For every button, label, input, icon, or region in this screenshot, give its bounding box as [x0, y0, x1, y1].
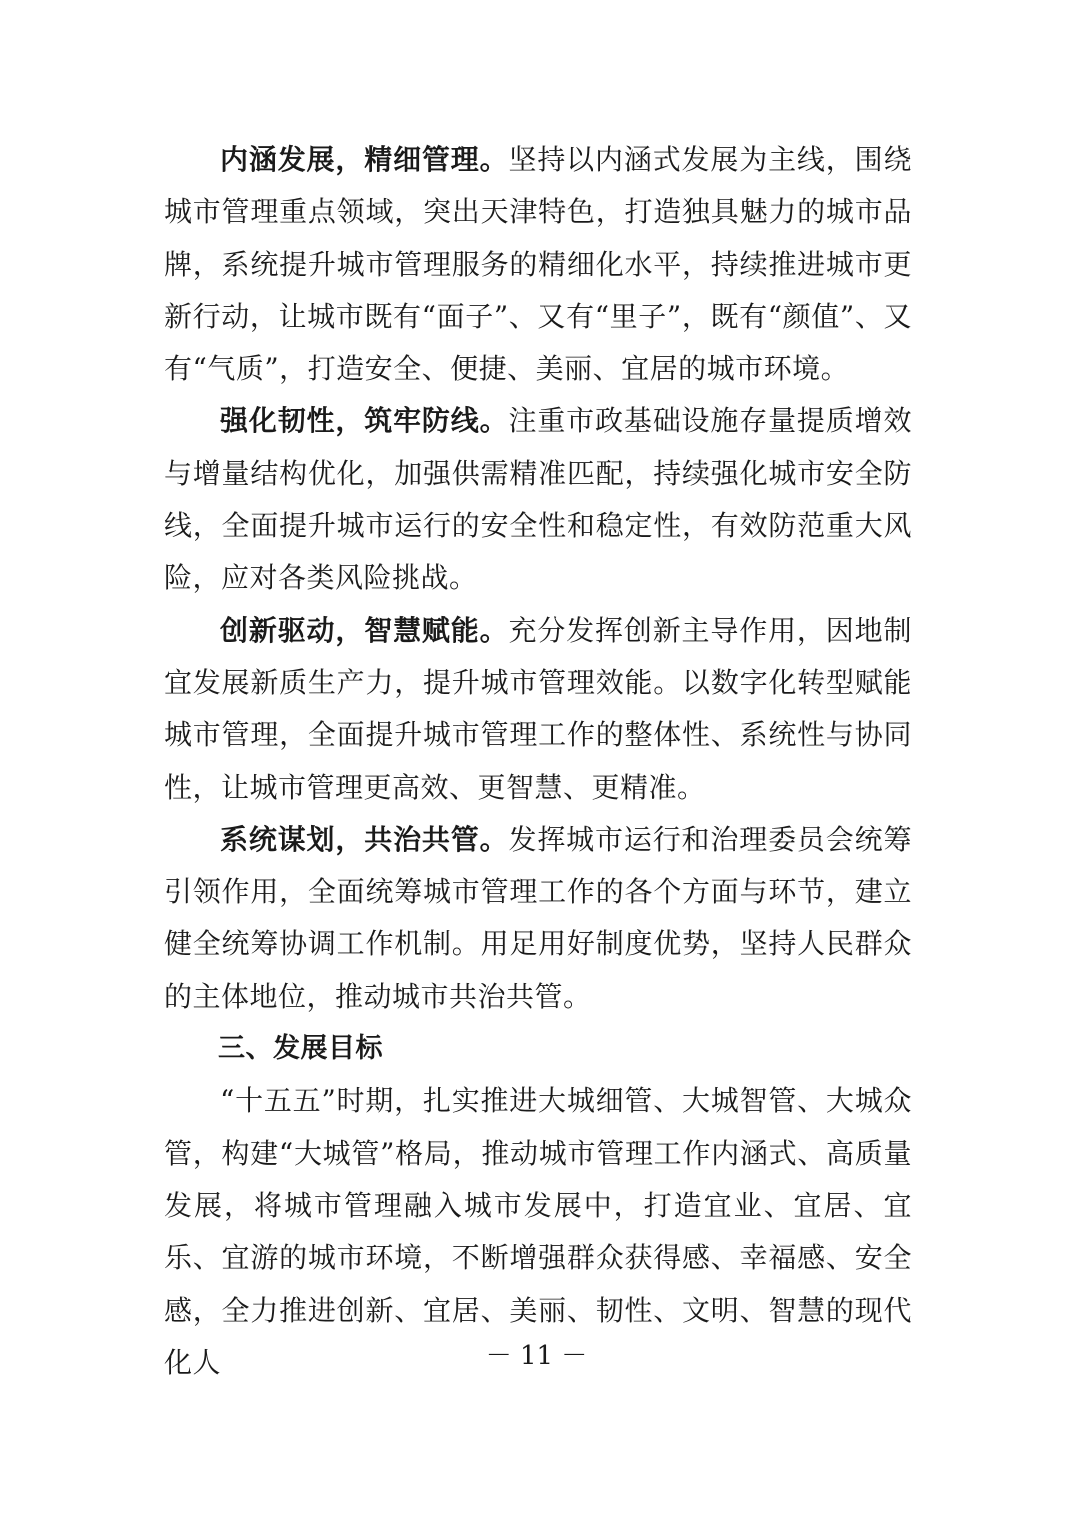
paragraph-body: 发挥城市运行和治理委员会统筹引领作用，全面统筹城市管理工作的各个方面与环节，建立健全统筹协调工作机制。用足用好制度优势，坚持人民群众的主体地位，推动城市共治共管。 [164, 822, 912, 1013]
paragraph-body: 注重市政基础设施存量提质增效与增量结构优化，加强供需精准匹配，持续强化城市安全防线，全面提升城市运行的安全性和稳定性，有效防范重大风险，应对各类风险挑战。 [164, 404, 912, 595]
paragraph-lead: 强化韧性，筑牢防线。 [220, 404, 509, 438]
section-heading: 三、发展目标 [218, 1033, 383, 1065]
paragraph-goals: “十五五”时期，扎实推进大城细管、大城智管、大城众管，构建“大城管”格局，推动城市管理工作内涵式、高质量发展，将城市管理融入城市发展中，打造宜业、宜居、宜乐、宜游的城市环境，不断增强群众获得感、幸福感、安全感，全力推进创新、宜居、美丽、韧性、文明、智慧的现代化人 [164, 1084, 912, 1379]
paragraph-lead: 创新驱动，智慧赋能。 [220, 613, 509, 647]
paragraph-body: 坚持以内涵式发展为主线，围绕城市管理重点领域，突出天津特色，打造独具魅力的城市品牌，系统提升城市管理服务的精细化水平，持续推进城市更新行动，让城市既有“面子”、又有“里子”，既有“颜值”、又有“气质”，打造安全、便捷、美丽、宜居的城市环境。 [164, 143, 912, 386]
paragraph-principle-1 [164, 134, 912, 395]
paragraph-body: 充分发挥创新主导作用，因地制宜发展新质生产力，提升城市管理效能。以数字化转型赋能城市管理，全面提升城市管理工作的整体性、系统性与协同性，让城市管理更高效、更智慧、更精准。 [164, 613, 912, 804]
page-number: － 11 － [485, 1341, 588, 1371]
document-body [164, 134, 912, 1389]
paragraph-principle-2 [164, 395, 912, 604]
paragraph-principle-4 [164, 814, 912, 1023]
paragraph-lead: 系统谋划，共治共管。 [220, 822, 509, 856]
paragraph-lead: 内涵发展，精细管理。 [220, 143, 509, 176]
paragraph-principle-3 [164, 605, 912, 814]
